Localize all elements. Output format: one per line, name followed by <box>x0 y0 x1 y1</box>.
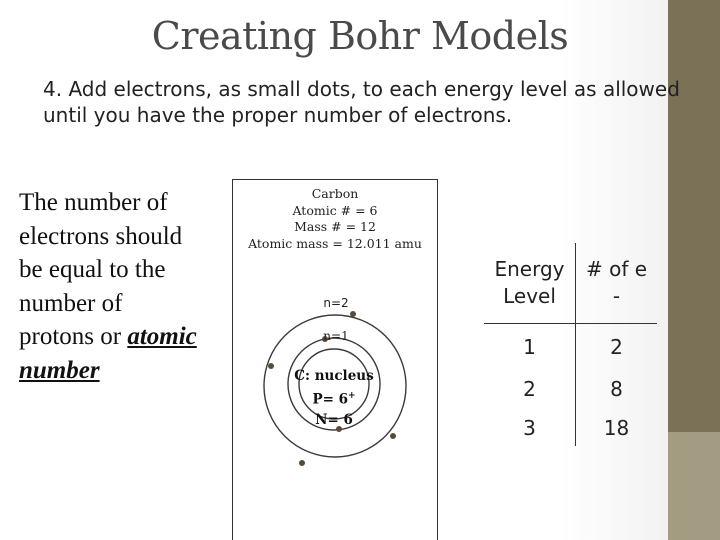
electron-dot <box>268 363 274 369</box>
row-electrons: 2 <box>610 335 623 359</box>
mass-number: Mass # = 12 <box>294 219 376 234</box>
instruction-text: 4. Add electrons, as small dots, to each energy level as allowed until you have the proper number of electrons. <box>43 77 680 127</box>
bohr-model-card <box>232 179 438 540</box>
atomic-number-emphasis: atomic number <box>19 323 197 384</box>
energy-level-table <box>484 243 657 446</box>
left-explanation <box>19 186 199 387</box>
header-electrons: # of e - <box>576 243 658 324</box>
table-row <box>484 368 657 410</box>
side-bar-accent <box>668 432 720 540</box>
electron-dot <box>390 433 396 439</box>
electron-dot <box>299 460 305 466</box>
row-level: 2 <box>484 368 576 410</box>
proton-count: P= 6+ <box>312 391 356 408</box>
explanation-text: The number of electrons should be equal to the number of protons or <box>19 189 183 350</box>
bohr-diagram <box>233 180 439 540</box>
level-n1-label: n=1 <box>323 329 349 343</box>
header-energy-level: Energy Level <box>484 243 576 324</box>
table-row <box>484 324 657 369</box>
level-n2-label: n=2 <box>323 296 349 310</box>
nucleus-label: C: nucleus <box>294 368 374 384</box>
element-name: Carbon <box>311 186 359 201</box>
neutron-count: N= 6 <box>315 411 353 428</box>
nucleus-text <box>281 366 387 430</box>
electron-dot <box>350 311 356 317</box>
table-row <box>484 410 657 446</box>
row-electrons: 8 <box>610 377 623 401</box>
row-level: 3 <box>484 410 576 446</box>
row-level: 1 <box>484 324 576 369</box>
row-electrons: 18 <box>603 416 630 440</box>
atomic-mass: Atomic mass = 12.011 amu <box>248 235 422 251</box>
slide-title: Creating Bohr Models <box>151 14 569 58</box>
atomic-number: Atomic # = 6 <box>292 202 378 218</box>
